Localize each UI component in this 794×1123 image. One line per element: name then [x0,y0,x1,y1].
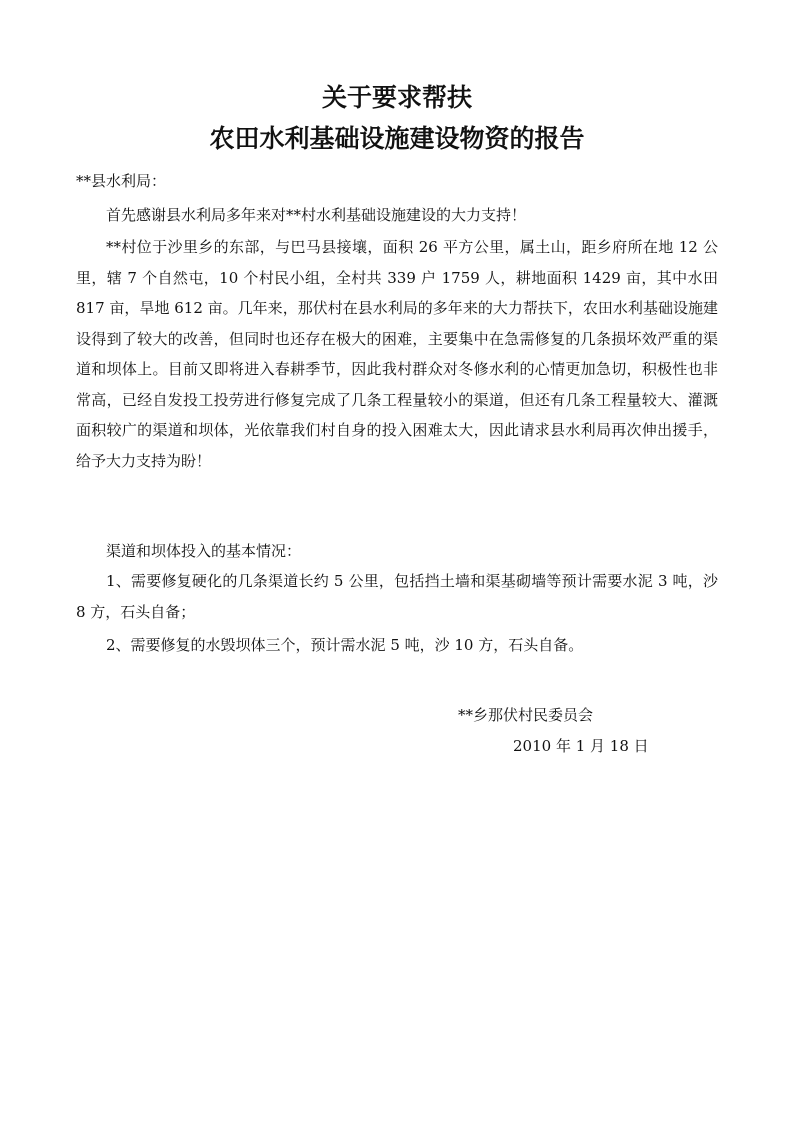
document-title-line-2: 农田水利基础设施建设物资的报告 [209,124,585,153]
document-title-line-1: 关于要求帮扶 [321,83,472,112]
paragraph-village-situation: **村位于沙里乡的东部，与巴马县接壤，面积 26 平方公里，属土山，距乡府所在地 12 公里，辖 7 个自然屯，10 个村民小组，全村共 339 户 1759 人，耕地面积 1429 亩，其中水田 817 亩，旱地 612 亩。几年来，那伏村在县水利局的多年来的大力帮扶下，农田水利基础设施建设得到了较大的改善，但同时也还存在极大的困难，主要集中在急需修复的几条损坏效严重的渠道和坝体上。目前又即将进入春耕季节，因此我村群众对冬修水利的心情更加急切，积极性也非常高，已经自发投工投劳进行修复完成了几条工程量较小的渠道，但还有几条工程量较大、灌溉面积较广的渠道和坝体，光依靠我们村自身的投入困难太大，因此请求县水利局再次伸出援手，给予大力支持为盼！ [76,238,718,470]
paragraph-thanks: 首先感谢县水利局多年来对**村水利基础设施建设的大力支持！ [106,206,527,224]
signature-organization: **乡那伏村民委员会 [458,706,594,724]
salutation: **县水利局： [76,172,167,190]
paragraph-item-1: 1、需要修复硬化的几条渠道长约 5 公里，包括挡土墙和渠基砌墙等预计需要水泥 3 吨，沙 8 方，石头自备； [76,572,718,621]
paragraph-investment-heading: 渠道和坝体投入的基本情况： [106,542,302,560]
paragraph-item-2: 2、需要修复的水毁坝体三个，预计需水泥 5 吨，沙 10 方，石头自备。 [106,636,584,654]
signature-date: 2010 年 1 月 18 日 [513,737,649,755]
